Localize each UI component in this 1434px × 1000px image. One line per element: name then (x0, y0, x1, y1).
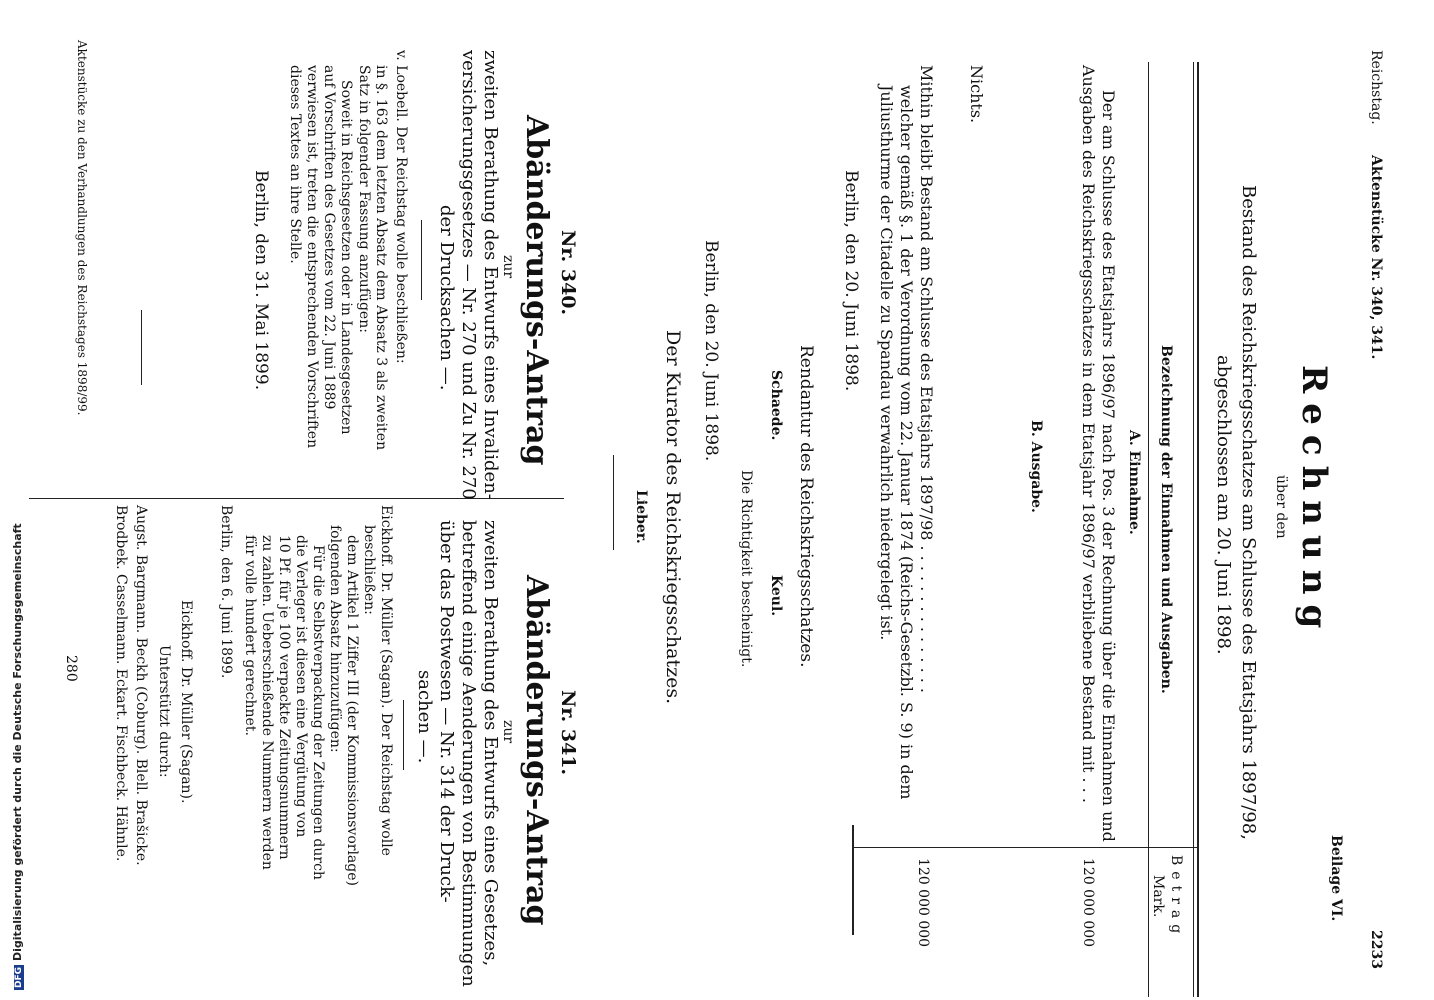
dfg-credit (0, 0, 22, 1000)
rendantur: Rendantur des Reichskriegsschatzes. (796, 345, 816, 668)
sig-keul: Keul. (768, 575, 784, 617)
rechnung-title: Rechnung (1294, 365, 1334, 639)
betrag-unit: Mark. (1150, 875, 1166, 918)
nr-341-title: Abänderungs-Antrag (519, 575, 554, 926)
nr-340-q4: dieses Textes an ihre Stelle. (287, 65, 303, 264)
nr-340-q1: Soweit in Reichsgesetzen oder in Landesgesetzen (338, 80, 354, 435)
nr-340-q3: verwiesen ist, treten die entsprechenden Vorschriften (304, 65, 320, 449)
table-col-header: Bezeichnung der Einnahmen und Ausgaben. (1158, 345, 1174, 694)
dfg-logo: DFG (14, 966, 24, 988)
table-top-rule (1197, 62, 1199, 997)
footer-page-number: 280 (63, 655, 79, 682)
nr-341-line-4: sachen —. (414, 670, 435, 764)
nr-341-q1: Für die Selbstverpackung der Zeitungen durch (310, 545, 326, 880)
nr-341-p3: dem Artikel 1 Ziffer III (der Kommissionsvorlage) (344, 535, 360, 886)
nr-341-sig: Eickhoff. Dr. Müller (Sagan). (178, 600, 194, 804)
c-text-2: welcher gemäß §. 1 der Verordnung vom 22. Januar 1874 (Reichs-Gesetzbl. S. 9) in dem (897, 85, 916, 800)
betrag-header: Betrag (1168, 855, 1184, 940)
table-column-rule (854, 847, 1199, 848)
nr-340-line-3: der Drucksachen —. (436, 205, 457, 391)
nr-340-p1b: in §. 163 dem letzten Absatz dem Absatz 3 als zweiten (373, 65, 389, 451)
rechnung-ueber: über den (1273, 475, 1289, 539)
nr-341-q4: zu zahlen. Ueberschießende Nummern werden (259, 535, 275, 870)
b-text: Nichts. (967, 65, 986, 124)
a-text-1: Der am Schlusse des Etatsjahrs 1896/97 nach Pos. 3 der Rechnung über die Einnahmen und (1099, 90, 1118, 842)
separator-rule (613, 455, 614, 550)
beilage-label: Beilage VI. (1328, 835, 1344, 922)
nr-340-q2: auf Vorschriften des Gesetzes vom 22. Juni 1889 (321, 65, 337, 410)
kurator: Der Kurator des Reichskriegsschatzes. (662, 330, 684, 705)
nr-341-p1: Eickhoff. Dr. Müller (Sagan). Der Reichstag wolle (378, 505, 394, 856)
nr-340-p1a: v. Loebell. Der Reichstag wolle beschließen: (393, 50, 409, 364)
nr-340-number: Nr. 340. (557, 230, 579, 316)
kurator-sig: Lieber. (633, 490, 649, 544)
nr-340-line-1: zweiten Berathung des Entwurfs eines Invaliden- (480, 50, 501, 500)
date-1: Berlin, den 20. Juni 1898. (841, 170, 861, 392)
table-header-rule (1148, 62, 1149, 997)
rechnung-subtitle-2: abgeschlossen am 20. Juni 1898. (1213, 355, 1234, 655)
nr-341-p4: folgenden Absatz hinzuzufügen: (327, 525, 343, 753)
page-number: 2233 (1368, 930, 1384, 969)
nr-341-line-1: zweiten Berathung des Entwurfs eines Gesetzes, (480, 520, 501, 967)
section-b-heading: B. Ausgabe. (1028, 420, 1044, 513)
nr-341-q5: für volle hundert gerechnet. (242, 535, 258, 736)
nr-341-number: Nr. 341. (557, 690, 579, 776)
nr-340-rule (421, 220, 422, 300)
c-text-3: Juliusthurme der Citadelle zu Spandau verwahrlich niedergelegt ist. (877, 85, 896, 641)
header-center: Aktenstücke Nr. 340, 341. (1368, 155, 1384, 360)
richtigkeit: Die Richtigkeit bescheinigt. (738, 470, 754, 668)
c-amount: 120 000 000 (915, 858, 931, 948)
dfg-credit-text: Digitalisierung gefördert durch die Deutsche Forschungsgemeinschaft (11, 523, 24, 961)
nr-340-p1c: Satz in folgender Fassung anzufügen: (356, 65, 372, 333)
nr-341-date: Berlin, den 6. Juni 1899. (218, 505, 234, 679)
rechnung-subtitle-1: Bestand des Reichskriegsschatzes am Schlusse des Etatsjahrs 1897/98, (1238, 185, 1259, 840)
nr-341-zur: zur (500, 720, 516, 744)
nr-341-q3: 10 Pf. für je 100 verpackte Zeitungsnummern (276, 535, 292, 860)
a-amount: 120 000 000 (1080, 858, 1096, 948)
nr-340-title: Abänderungs-Antrag (519, 115, 554, 466)
sig-schaede: Schaede. (768, 370, 784, 441)
nr-341-unterstuetzt: Unterstützt durch: (156, 645, 172, 778)
nr-340-zur: zur (500, 255, 516, 279)
table-top-rule-2 (1193, 62, 1194, 997)
footer-aktenstuecke: Aktenstücke zu den Verhandlungen des Reichstages 1898/99. (75, 40, 89, 416)
header-left: Reichstag. (1368, 50, 1384, 125)
nr-340-date: Berlin, den 31. Mai 1899. (251, 170, 271, 391)
nr-340-end-rule (141, 310, 142, 385)
nr-341-line-3: über das Postwesen — Nr. 314 der Druck- (436, 520, 457, 903)
nr-341-p2: beschließen: (361, 525, 377, 615)
nr-341-line-2: betreffend einige Aenderungen von Bestimmungen (458, 520, 479, 987)
section-a-heading: A. Einnahme. (1126, 430, 1142, 535)
a-text-2: Ausgaben des Reichskriegsschatzes in dem Etatsjahr 1896/97 verbliebene Bestand mit . . . (1079, 65, 1098, 803)
date-2: Berlin, den 20. Juni 1898. (701, 240, 721, 462)
nr-341-names-1: Augst. Bargmann. Beckh (Coburg). Blell. Brašicke. (133, 505, 149, 866)
nr-341-names-2: Brodbek. Casselmann. Eckart. Fischbeck. Hähnle. (113, 505, 129, 862)
c-text-1: Mithin bleibt Bestand am Schlusse des Etatsjahrs 1897/98 . . . . . . . . . . . . . . . (917, 65, 936, 693)
nr-341-q2: die Verleger ist diesen eine Vergütung von (293, 535, 309, 838)
sum-rule (852, 825, 854, 935)
nr-340-line-2: versicherungsgesetzes — Nr. 270 und Zu Nr. 270 (458, 50, 479, 500)
nr-341-rule (403, 700, 404, 770)
